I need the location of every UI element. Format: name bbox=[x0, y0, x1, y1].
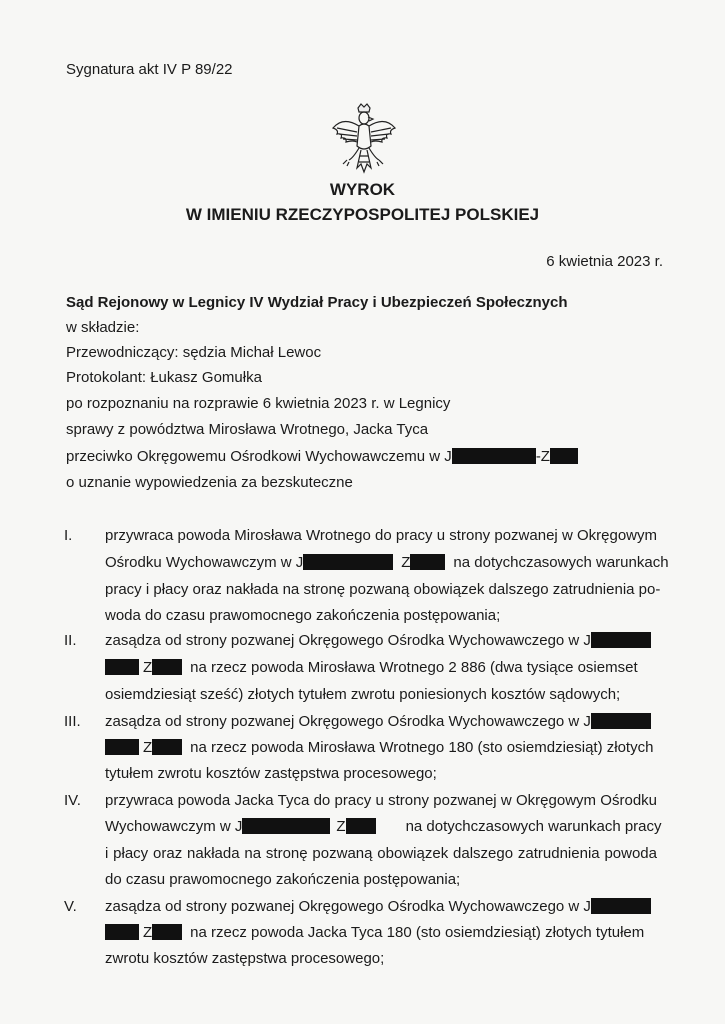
item-text-part: zasądza od strony pozwanej Okręgowego Ośrodka Wychowawczego w J bbox=[105, 632, 591, 649]
item-text: osiemdziesiąt sześć) złotych tytułem zwrotu poniesionych kosztów sądowych; bbox=[105, 686, 621, 703]
defendant-text-mid: -Z bbox=[535, 448, 550, 465]
item-text-part: Wychowawczym w J bbox=[105, 818, 243, 835]
redaction-block bbox=[346, 818, 376, 834]
case-line: sprawy z powództwa Mirosława Wrotnego, Jacka Tyca bbox=[66, 421, 429, 438]
item-number: II. bbox=[64, 632, 77, 649]
clerk-line: Protokolant: Łukasz Gomułka bbox=[66, 369, 262, 386]
item-text: przywraca powoda Mirosława Wrotnego do pracy u strony pozwanej w Okręgowym bbox=[105, 527, 657, 544]
item-text-part: Z bbox=[143, 924, 153, 941]
item-text-part: na dotychczasowych warunkach bbox=[453, 554, 669, 571]
item-text bbox=[105, 924, 657, 941]
item-number: V. bbox=[64, 898, 77, 915]
item-text: woda do czasu prawomocnego zakończenia postępowania; bbox=[105, 607, 501, 624]
defendant-line bbox=[66, 448, 578, 465]
item-text: i płacy oraz nakłada na stronę pozwaną obowiązek dalszego zatrudnienia powoda bbox=[105, 845, 657, 862]
redaction-block bbox=[550, 448, 578, 464]
item-text-part: zasądza od strony pozwanej Okręgowego Ośrodka Wychowawczego w J bbox=[105, 898, 591, 915]
item-text bbox=[105, 713, 657, 730]
chair-line: Przewodniczący: sędzia Michał Lewoc bbox=[66, 344, 322, 361]
item-text: pracy i płacy oraz nakłada na stronę pozwaną obowiązek dalszego zatrudnienia po- bbox=[105, 581, 661, 598]
item-text-part: na dotychczasowych warunkach pracy bbox=[405, 818, 662, 835]
judgment-date: 6 kwietnia 2023 r. bbox=[546, 253, 663, 270]
subject-line: o uznanie wypowiedzenia za bezskuteczne bbox=[66, 474, 353, 491]
document-title: WYROK bbox=[329, 180, 396, 199]
item-text: zwrotu kosztów zastępstwa procesowego; bbox=[105, 950, 385, 967]
redaction-block bbox=[152, 924, 182, 940]
item-text-part: Ośrodku Wychowawczym w J bbox=[105, 554, 304, 571]
court-name: Sąd Rejonowy w Legnicy IV Wydział Pracy i Ubezpieczeń Społecznych bbox=[66, 294, 568, 311]
document-subtitle: W IMIENIU RZECZYPOSPOLITEJ POLSKIEJ bbox=[185, 205, 540, 224]
redaction-block bbox=[591, 713, 651, 729]
item-text-part: na rzecz powoda Mirosława Wrotnego 180 (sto osiemdziesiąt) złotych bbox=[190, 739, 654, 756]
redaction-block bbox=[591, 898, 651, 914]
redaction-block bbox=[152, 739, 182, 755]
defendant-text: przeciwko Okręgowemu Ośrodkowi Wychowawczemu w J bbox=[66, 448, 452, 465]
hearing-line: po rozpoznaniu na rozprawie 6 kwietnia 2023 r. w Legnicy bbox=[66, 395, 451, 412]
item-text-part: zasądza od strony pozwanej Okręgowego Ośrodka Wychowawczego w J bbox=[105, 713, 591, 730]
item-text-part: na rzecz powoda Mirosława Wrotnego 2 886 (dwa tysiące osiemset bbox=[190, 659, 638, 676]
item-text bbox=[105, 632, 657, 649]
item-text-part: Z bbox=[143, 739, 153, 756]
item-text bbox=[105, 659, 657, 676]
redaction-block bbox=[105, 659, 139, 675]
item-text bbox=[105, 898, 657, 915]
item-text bbox=[105, 818, 662, 835]
item-number: IV. bbox=[64, 792, 81, 809]
redaction-block bbox=[105, 924, 139, 940]
item-text: do czasu prawomocnego zakończenia postępowania; bbox=[105, 871, 461, 888]
item-text: przywraca powoda Jacka Tyca do pracy u strony pozwanej w Okręgowym Ośrodku bbox=[105, 792, 657, 809]
case-signature: Sygnatura akt IV P 89/22 bbox=[66, 61, 233, 78]
item-number: III. bbox=[64, 713, 81, 730]
item-text: tytułem zwrotu kosztów zastępstwa procesowego; bbox=[105, 765, 437, 782]
polish-eagle-icon bbox=[331, 102, 397, 174]
redaction-block bbox=[591, 632, 651, 648]
redaction-block bbox=[242, 818, 330, 834]
redaction-block bbox=[303, 554, 393, 570]
redaction-block bbox=[452, 448, 536, 464]
item-text bbox=[105, 739, 657, 756]
item-text-part: Z bbox=[401, 554, 411, 571]
composition-label: w składzie: bbox=[66, 319, 140, 336]
item-text bbox=[105, 554, 669, 571]
item-text-part: na rzecz powoda Jacka Tyca 180 (sto osiemdziesiąt) złotych tytułem bbox=[190, 924, 645, 941]
redaction-block bbox=[410, 554, 445, 570]
redaction-block bbox=[152, 659, 182, 675]
item-number: I. bbox=[64, 527, 73, 544]
item-text-part: Z bbox=[336, 818, 346, 835]
item-text-part: Z bbox=[143, 659, 153, 676]
redaction-block bbox=[105, 739, 139, 755]
